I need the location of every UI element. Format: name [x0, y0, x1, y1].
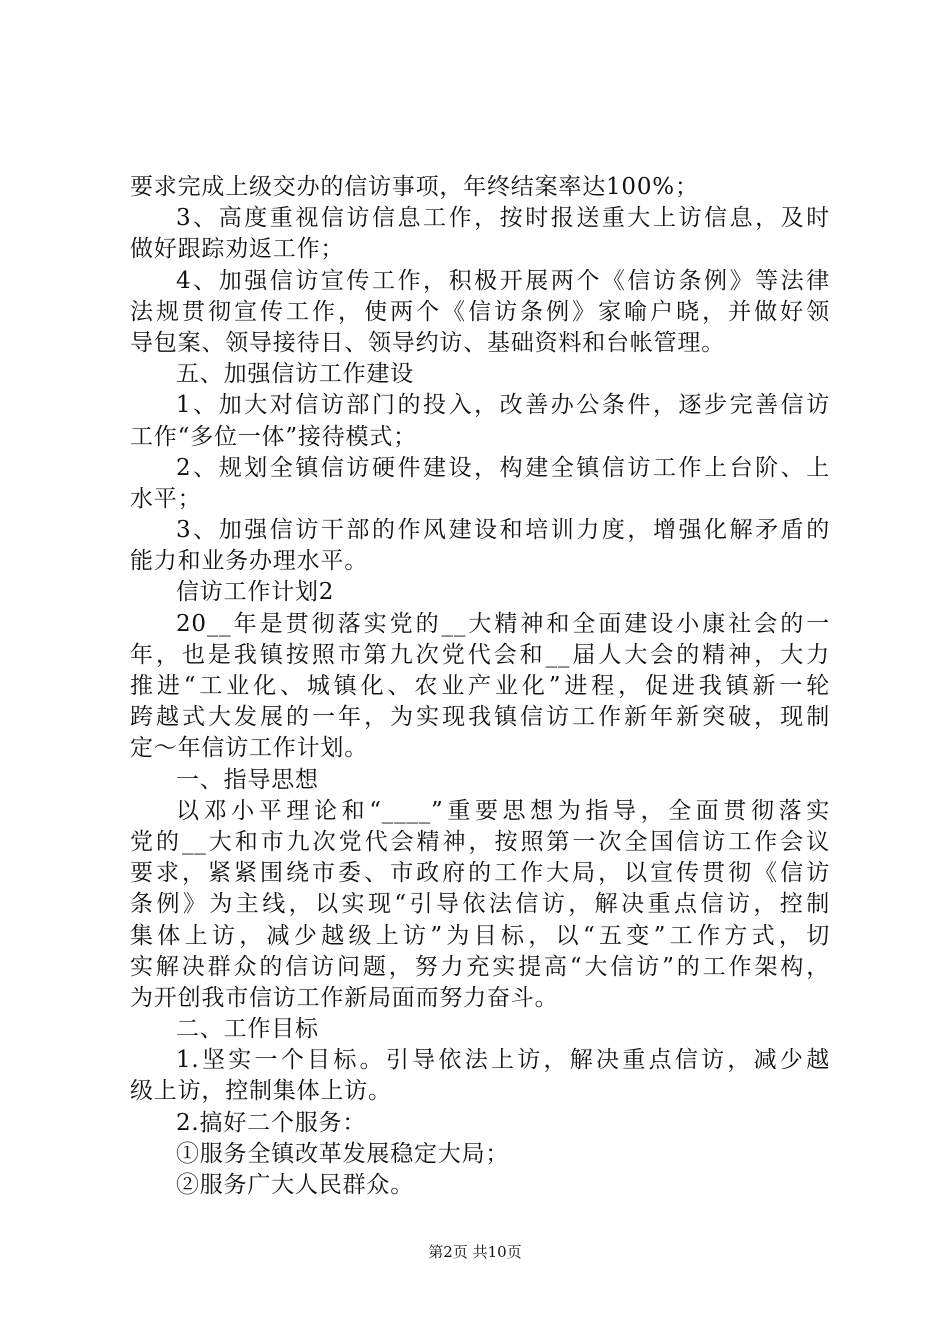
- text-line: 2.搞好二个服务：: [176, 1109, 367, 1136]
- text-line: 1.坚实一个目标。引导依法上访，解决重点信访，减少越: [176, 1047, 830, 1074]
- text-line: 以邓小平理论和“____”重要思想为指导，全面贯彻落实: [176, 797, 830, 824]
- text-line: 2、规划全镇信访硬件建设，构建全镇信访工作上台阶、上: [176, 454, 830, 481]
- text-line: 1、加大对信访部门的投入，改善办公条件，逐步完善信访: [176, 392, 830, 419]
- document-body: [130, 172, 830, 1201]
- text-line: 党的__大和市九次党代会精神，按照第一次全国信访工作会议: [130, 828, 830, 855]
- section-heading: 二、工作目标: [176, 1016, 319, 1043]
- text-line: 4、加强信访宣传工作，积极开展两个《信访条例》等法律: [176, 267, 830, 294]
- page-number-footer: 第2页 共10页: [428, 1243, 522, 1261]
- text-line: 实解决群众的信访问题，努力充实提高“大信访”的工作架构，: [130, 953, 830, 980]
- text-line: 水平；: [130, 485, 202, 512]
- text-line: 3、高度重视信访信息工作，按时报送重大上访信息，及时: [176, 205, 830, 232]
- text-line: 工作“多位一体”接待模式；: [130, 423, 417, 450]
- list-item: ②服务广大人民群众。: [176, 1172, 414, 1198]
- text-line: 法规贯彻宣传工作，使两个《信访条例》家喻户晓，并做好领: [130, 298, 830, 325]
- text-line: 导包案、领导接待日、领导约访、基础资料和台帐管理。: [130, 329, 725, 356]
- text-line: 要求，紧紧围绕市委、市政府的工作大局，以宣传贯彻《信访: [130, 860, 830, 887]
- text-line: 级上访，控制集体上访。: [130, 1078, 392, 1105]
- section-heading: 五、加强信访工作建设: [176, 361, 414, 388]
- text-line: 能力和业务办理水平。: [130, 548, 368, 575]
- list-item: ①服务全镇改革发展稳定大局；: [176, 1140, 510, 1167]
- text-line: 定～年信访工作计划。: [130, 735, 368, 762]
- text-line: 要求完成上级交办的信访事项，年终结案率达100%；: [130, 174, 699, 200]
- text-line: 条例》为主线，以实现“引导依法信访，解决重点信访，控制: [130, 891, 830, 918]
- text-line: 年，也是我镇按照市第九次党代会和__届人大会的精神，大力: [130, 641, 830, 668]
- text-line: 20__年是贯彻落实党的__大精神和全面建设小康社会的一: [176, 610, 830, 637]
- text-line: 3、加强信访干部的作风建设和培训力度，增强化解矛盾的: [176, 517, 830, 544]
- text-line: 推进“工业化、城镇化、农业产业化”进程，促进我镇新一轮: [130, 673, 830, 699]
- text-line: 为开创我市信访工作新局面而努力奋斗。: [130, 984, 559, 1011]
- text-line: 集体上访，减少越级上访”为目标，以“五变”工作方式，切: [130, 922, 830, 949]
- text-line: 做好跟踪劝返工作；: [130, 236, 345, 263]
- section-heading: 信访工作计划2: [176, 579, 335, 606]
- section-heading: 一、指导思想: [176, 766, 319, 793]
- text-line: 跨越式大发展的一年，为实现我镇信访工作新年新突破，现制: [130, 704, 830, 731]
